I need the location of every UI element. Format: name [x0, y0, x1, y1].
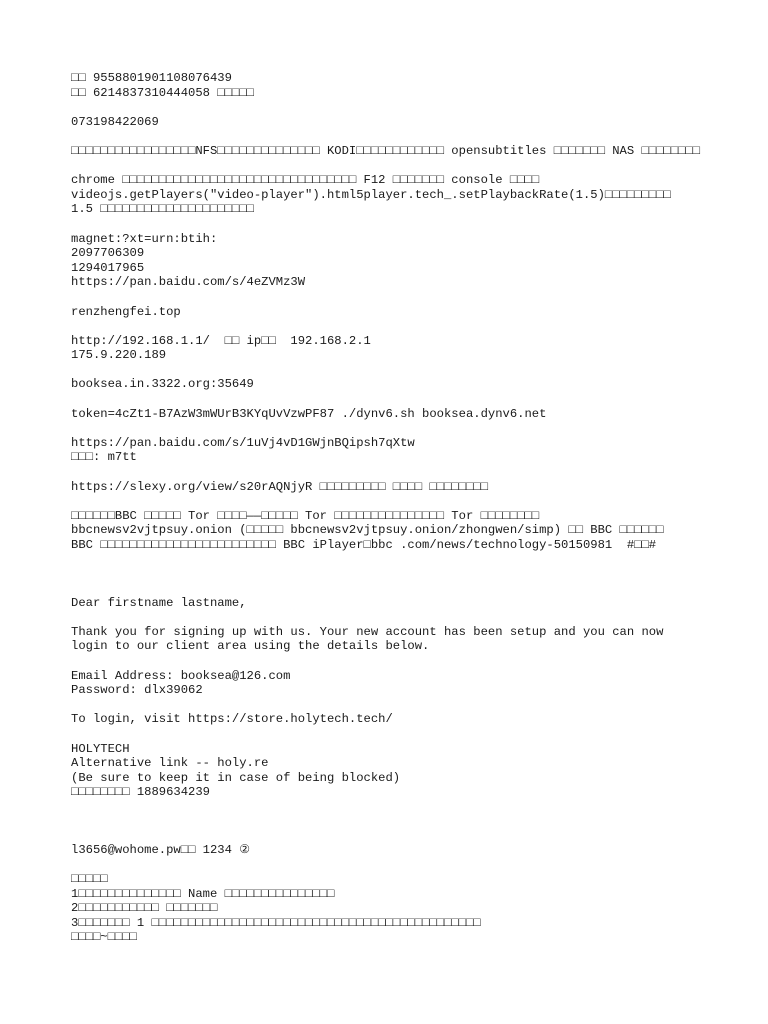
text-block — [71, 71, 751, 100]
text-line: □□ 6214837310444058 □□□□□ — [71, 85, 254, 100]
text-line: □□ 9558801901108076439 — [71, 71, 232, 85]
text-line: token=4cZt1-B7AzW3mWUrB3KYqUvVzwPF87 ./dynv6.sh booksea.dynv6.net — [71, 406, 547, 421]
text-block — [71, 115, 751, 130]
text-line: magnet:?xt=urn:btih: — [71, 231, 218, 246]
text-block — [71, 669, 751, 698]
text-line: booksea.in.3322.org:35649 — [71, 377, 254, 392]
text-line: https://pan.baidu.com/s/4eZVMz3W — [71, 275, 306, 290]
text-line: (Be sure to keep it in case of being blocked) — [71, 770, 401, 785]
text-block — [71, 407, 751, 422]
text-line: Email Address: booksea@126.com — [71, 668, 291, 683]
text-line: 2□□□□□□□□□□□ □□□□□□□ — [71, 901, 218, 916]
text-block — [71, 377, 751, 392]
text-block — [71, 436, 751, 465]
text-line: Thank you for signing up with us. Your new account has been setup and you can now — [71, 624, 664, 639]
text-line: □□□□□□BBC □□□□□ Tor □□□□——□□□□□ Tor □□□□□□□□□□□□□□□ Tor □□□□□□□□ — [71, 508, 540, 523]
text-line: login to our client area using the details below. — [71, 639, 430, 654]
text-block — [71, 872, 751, 945]
text-line: 1□□□□□□□□□□□□□□ Name □□□□□□□□□□□□□□□ — [71, 886, 335, 901]
text-block — [71, 232, 751, 290]
text-line: chrome □□□□□□□□□□□□□□□□□□□□□□□□□□□□□□□□ F12 □□□□□□□ console □□□□ — [71, 173, 540, 188]
text-block — [71, 173, 751, 217]
text-line: 2097706309 — [71, 246, 145, 261]
text-block — [71, 843, 751, 858]
text-line: 073198422069 — [71, 114, 159, 129]
text-line: Dear firstname lastname, — [71, 595, 247, 610]
text-line: 3□□□□□□□ 1 □□□□□□□□□□□□□□□□□□□□□□□□□□□□□□□□□□□□□□□□□□□□□ — [71, 915, 481, 930]
text-line: bbcnewsv2vjtpsuy.onion (□□□□□ bbcnewsv2vjtpsuy.onion/zhongwen/simp) □□ BBC □□□□□□ — [71, 523, 664, 538]
text-block — [71, 334, 751, 363]
text-line: □□□□~□□□□ — [71, 930, 137, 945]
text-line: □□□: m7tt — [71, 450, 137, 465]
text-block — [71, 480, 751, 495]
text-line: videojs.getPlayers("video-player").html5player.tech_.setPlaybackRate(1.5)□□□□□□□□□ — [71, 187, 671, 202]
text-line: HOLYTECH — [71, 741, 130, 756]
text-line: 175.9.220.189 — [71, 348, 167, 363]
text-line: □□□□□ — [71, 872, 108, 887]
text-block — [71, 144, 751, 159]
text-line: □□□□□□□□ 1889634239 — [71, 785, 210, 800]
text-line: 1294017965 — [71, 260, 145, 275]
text-line: To login, visit https://store.holytech.tech/ — [71, 712, 393, 727]
text-line: https://pan.baidu.com/s/1uVj4vD1GWjnBQipsh7qXtw — [71, 435, 415, 450]
text-line: https://slexy.org/view/s20rAQNjyR □□□□□□□□□ □□□□ □□□□□□□□ — [71, 479, 488, 494]
text-block — [71, 509, 751, 553]
text-line: BBC □□□□□□□□□□□□□□□□□□□□□□□□ BBC iPlayer□bbc .com/news/technology-50150981 #□□# — [71, 538, 657, 552]
text-block — [71, 742, 751, 800]
text-block — [71, 305, 751, 320]
document-page — [71, 71, 751, 960]
text-line: http://192.168.1.1/ □□ ip□□ 192.168.2.1 — [71, 333, 371, 348]
text-line: Alternative link -- holy.re — [71, 756, 269, 771]
text-line: Password: dlx39062 — [71, 683, 203, 698]
text-line: □□□□□□□□□□□□□□□□□NFS□□□□□□□□□□□□□□ KODI□□□□□□□□□□□□ opensubtitles □□□□□□□ NAS □□□□□□□□ — [71, 143, 700, 158]
text-line: l3656@wohome.pw□□ 1234 ② — [71, 842, 251, 857]
text-block — [71, 625, 751, 654]
text-block — [71, 596, 751, 611]
text-line: 1.5 □□□□□□□□□□□□□□□□□□□□□ — [71, 202, 254, 217]
text-block — [71, 712, 751, 727]
text-line: renzhengfei.top — [71, 304, 181, 319]
